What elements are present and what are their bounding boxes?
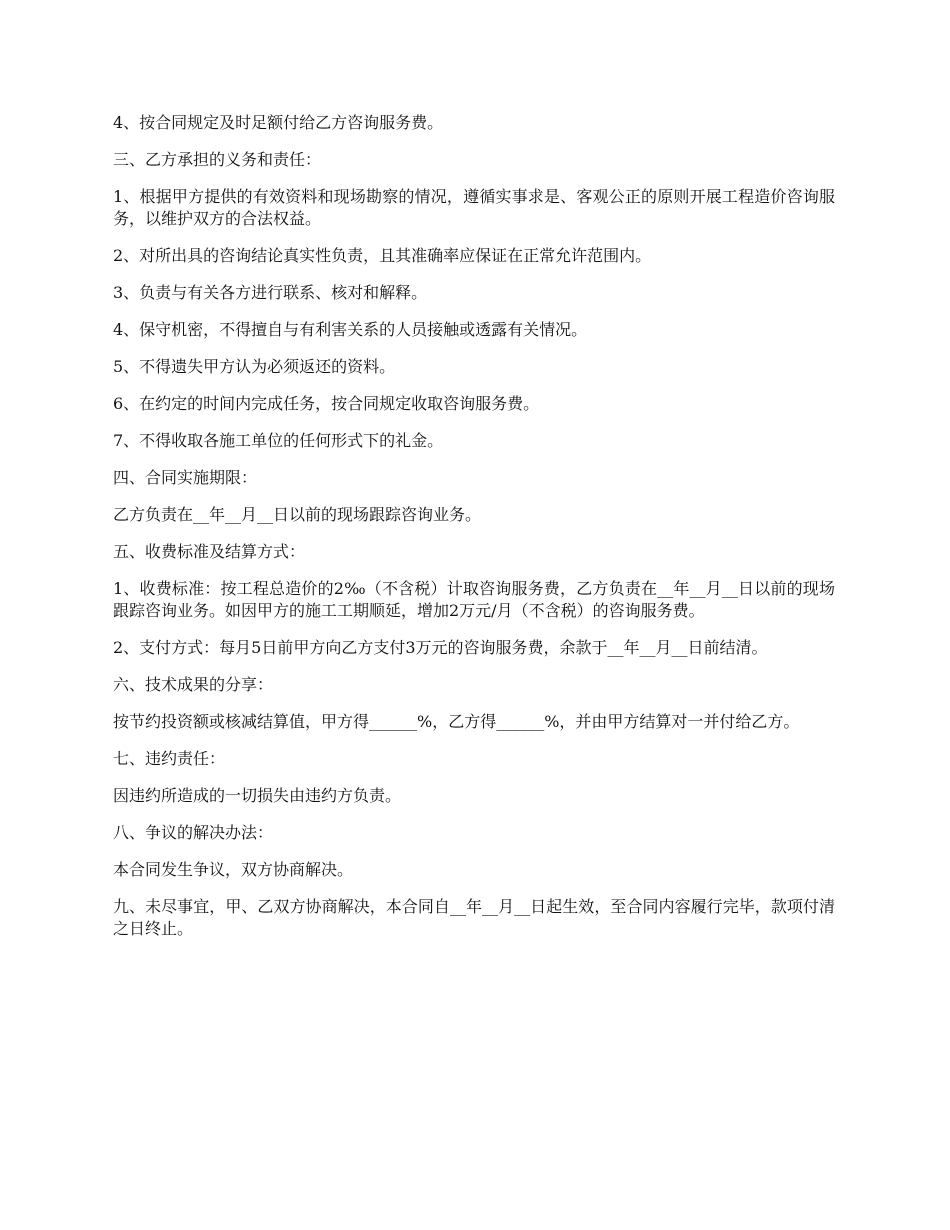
paragraph-results-sharing: 按节约投资额或核减结算值，甲方得______%，乙方得______%，并由甲方结算对一并付给乙方。 xyxy=(113,712,800,731)
paragraph-b-4: 4、保守机密，不得擅自与有利害关系的人员接触或透露有关情况。 xyxy=(113,320,588,339)
heading-fees-settlement: 五、收费标准及结算方式： xyxy=(113,542,306,561)
paragraph-b-5: 5、不得遗失甲方认为必须返还的资料。 xyxy=(113,357,396,376)
paragraph-liability: 因违约所造成的一切损失由违约方负责。 xyxy=(113,786,402,805)
paragraph-b-3: 3、负责与有关各方进行联系、核对和解释。 xyxy=(113,283,428,302)
paragraph-payment-method: 2、支付方式：每月5日前甲方向乙方支付3万元的咨询服务费，余款于__年__月__日前结清。 xyxy=(113,638,768,657)
paragraph-fee-standard: 1、收费标准：按工程总造价的2‰（不含税）计取咨询服务费，乙方负责在__年__月__日以前的现场跟踪咨询业务。如因甲方的施工工期顺延，增加2万元/月（不含税）的咨询服务费。 xyxy=(113,579,835,620)
paragraph-miscellaneous: 九、未尽事宜，甲、乙双方协商解决，本合同自__年__月__日起生效，至合同内容履行完毕，款项付清之日终止。 xyxy=(113,897,835,938)
heading-contract-term: 四、合同实施期限： xyxy=(113,468,258,487)
paragraph-contract-term: 乙方负责在__年__月__日以前的现场跟踪咨询业务。 xyxy=(113,505,482,524)
heading-dispute-resolution: 八、争议的解决办法： xyxy=(113,823,274,842)
document-body xyxy=(113,112,835,955)
heading-party-b-obligations: 三、乙方承担的义务和责任： xyxy=(113,150,322,169)
paragraph-b-6: 6、在约定的时间内完成任务，按合同规定收取咨询服务费。 xyxy=(113,394,540,413)
heading-liability: 七、违约责任： xyxy=(113,749,226,768)
paragraph-b-2: 2、对所出具的咨询结论真实性负责，且其准确率应保证在正常允许范围内。 xyxy=(113,246,652,265)
paragraph-payment-obligation: 4、按合同规定及时足额付给乙方咨询服务费。 xyxy=(113,113,444,132)
paragraph-b-1: 1、根据甲方提供的有效资料和现场勘察的情况，遵循实事求是、客观公正的原则开展工程造价咨询服务，以维护双方的合法权益。 xyxy=(113,187,835,228)
heading-results-sharing: 六、技术成果的分享： xyxy=(113,675,274,694)
paragraph-dispute-resolution: 本合同发生争议，双方协商解决。 xyxy=(113,860,354,879)
paragraph-b-7: 7、不得收取各施工单位的任何形式下的礼金。 xyxy=(113,431,444,450)
